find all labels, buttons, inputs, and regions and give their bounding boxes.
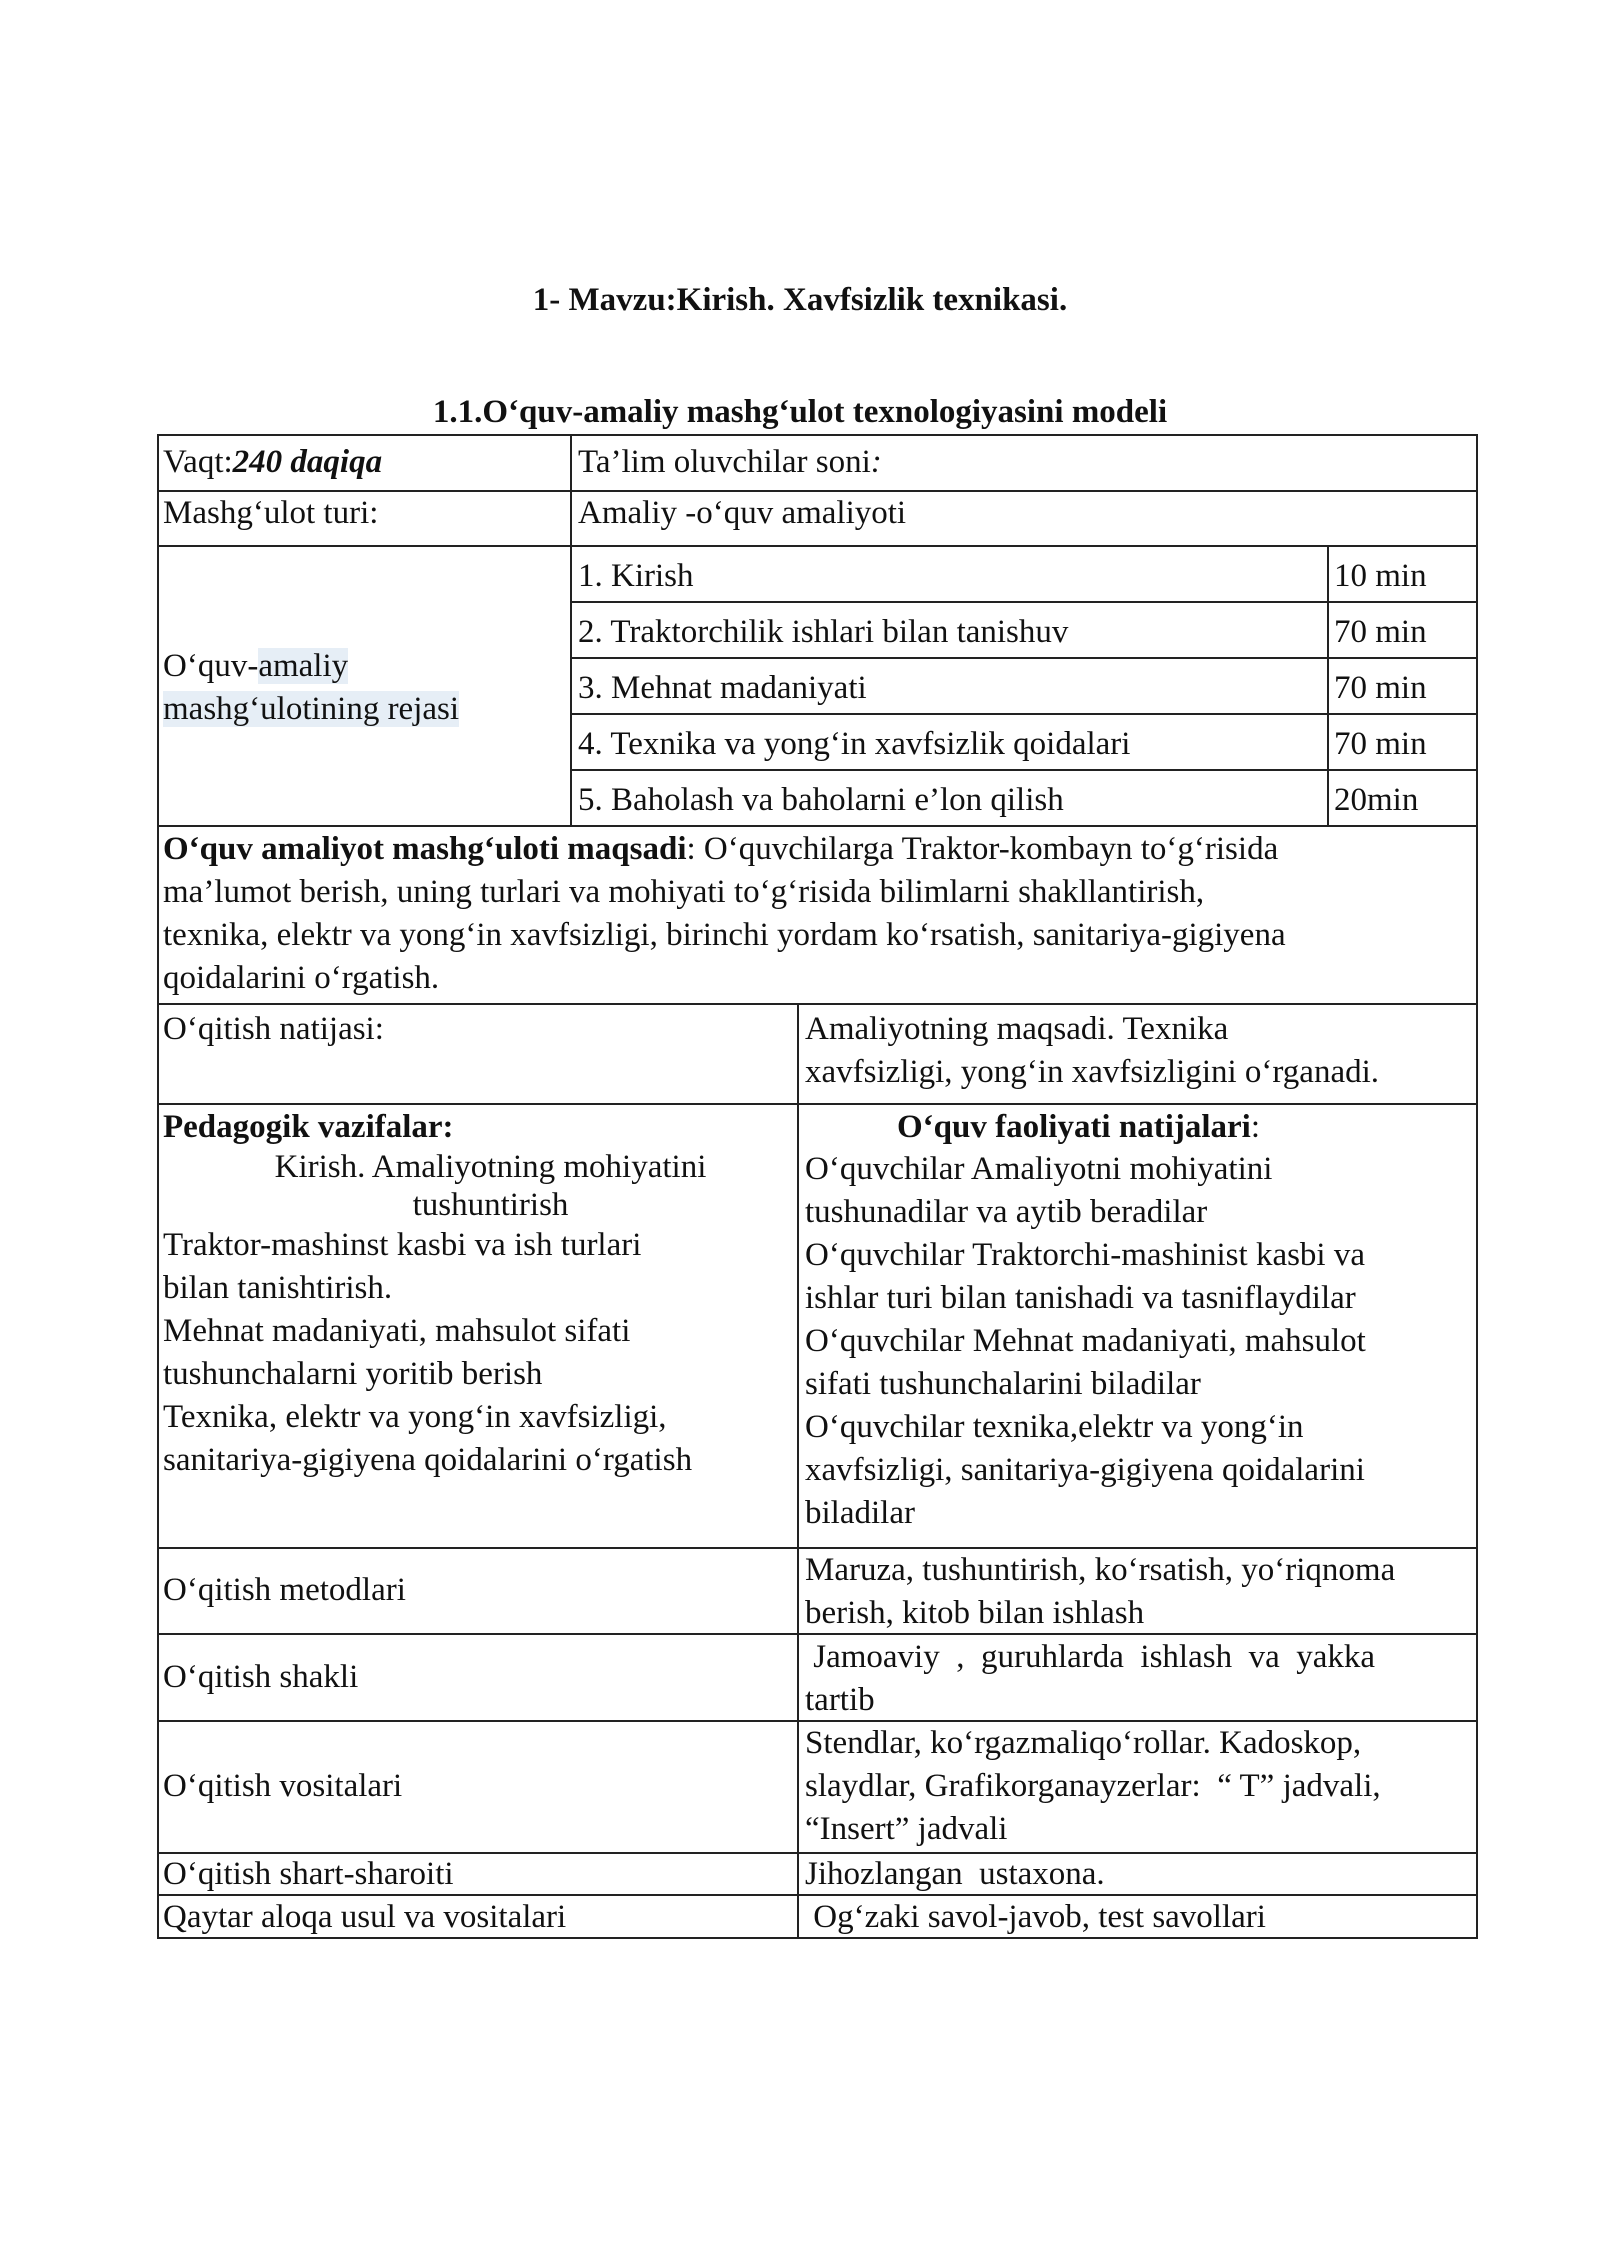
row-divider <box>157 825 1478 827</box>
result-text: Amaliyotning maqsadi. Texnika <box>805 1011 1229 1047</box>
column-divider <box>797 1003 799 1939</box>
students-colon: : <box>870 444 882 480</box>
row-divider <box>570 713 1478 715</box>
page-title: 1- Mavzu:Kirish. Xavfsizlik texnikasi. <box>532 282 1068 318</box>
form-label: O‘qitish shakli <box>163 1659 359 1695</box>
tools-line: “Insert” jadvali <box>805 1811 1008 1847</box>
plan-item-time: 10 min <box>1334 558 1427 594</box>
activity-line: O‘quvchilar Mehnat madaniyati, mahsulot <box>805 1323 1366 1359</box>
tasks-intro: Kirish. Amaliyotning mohiyatini <box>274 1149 707 1185</box>
feedback-label: Qaytar aloqa usul va vositalari <box>163 1899 567 1935</box>
conditions-label: O‘qitish shart-sharoiti <box>163 1856 454 1892</box>
goal-text: qoidalarini o‘rgatish. <box>163 960 440 996</box>
column-divider <box>570 434 572 825</box>
tasks-label: Pedagogik vazifalar: <box>163 1109 454 1145</box>
methods-line: Maruza, tushuntirish, ko‘rsatish, yo‘riqnoma <box>805 1552 1396 1588</box>
form-value <box>805 1636 1475 1722</box>
tools-label: O‘qitish vositalari <box>163 1768 403 1804</box>
activity-line: biladilar <box>805 1495 915 1531</box>
activity-colon: : <box>1250 1109 1261 1145</box>
tasks-line: Texnika, elektr va yong‘in xavfsizligi, <box>163 1399 667 1435</box>
tools-value <box>805 1722 1475 1851</box>
tasks-line: Mehnat madaniyati, mahsulot sifati <box>163 1313 631 1349</box>
plan-item: 4. Texnika va yong‘in xavfsizlik qoidalari <box>578 726 1131 762</box>
form-line: Jamoaviy , guruhlarda ishlash va yakka <box>805 1639 1376 1675</box>
methods-label: O‘qitish metodlari <box>163 1572 406 1608</box>
activity-heading <box>805 1107 1475 1148</box>
session-type-value: Amaliy -o‘quv amaliyoti <box>578 495 907 531</box>
session-type-label: Mashg‘ulot turi: <box>163 495 379 531</box>
activity-line: ishlar turi bilan tanishadi va tasniflaydilar <box>805 1280 1356 1316</box>
plan-label-highlight: mashg‘ulotining rejasi <box>163 691 460 727</box>
activity-cell <box>805 1107 1475 1535</box>
column-divider <box>1327 545 1329 825</box>
plan-item: 1. Kirish <box>578 558 694 594</box>
activity-line: O‘quvchilar texnika,elektr va yong‘in <box>805 1409 1304 1445</box>
table-title: 1.1.O‘quv-amaliy mashg‘ulot texnologiyasini modeli <box>432 394 1168 430</box>
plan-label-part: O‘quv- <box>163 648 259 684</box>
tasks-line: tushunchalarni yoritib berish <box>163 1356 543 1392</box>
row-divider <box>570 657 1478 659</box>
tasks-line: sanitariya-gigiyena qoidalarini o‘rgatish <box>163 1442 693 1478</box>
activity-line: tushunadilar va aytib beradilar <box>805 1194 1208 1230</box>
plan-label-highlight: amaliy <box>258 648 349 684</box>
students-label: Ta’lim oluvchilar soni <box>578 444 871 480</box>
activity-line: O‘quvchilar Amaliyotni mohiyatini <box>805 1151 1273 1187</box>
time-cell <box>163 441 563 484</box>
result-text: xavfsizligi, yong‘in xavfsizligini o‘rganadi. <box>805 1054 1380 1090</box>
goal-cell <box>163 828 1473 1000</box>
row-divider <box>157 545 1478 547</box>
tasks-line: bilan tanishtirish. <box>163 1270 393 1306</box>
form-line: tartib <box>805 1682 875 1718</box>
plan-item-time: 70 min <box>1334 726 1427 762</box>
tools-line: Stendlar, ko‘rgazmaliqo‘rollar. Kadoskop, <box>805 1725 1362 1761</box>
activity-line: O‘quvchilar Traktorchi-mashinist kasbi va <box>805 1237 1366 1273</box>
tasks-cell <box>163 1107 788 1482</box>
plan-item-time: 70 min <box>1334 670 1427 706</box>
plan-label <box>163 645 563 731</box>
goal-text: : O‘quvchilarga Traktor-kombayn to‘g‘risida <box>686 831 1279 867</box>
result-label: O‘qitish natijasi: <box>163 1011 384 1047</box>
row-divider <box>157 1103 1478 1105</box>
methods-value <box>805 1549 1475 1635</box>
goal-text: texnika, elektr va yong‘in xavfsizligi, birinchi yordam ko‘rsatish, sanitariya-gigiyena <box>163 917 1286 953</box>
activity-label: O‘quv faoliyati natijalari <box>897 1109 1251 1145</box>
goal-text: ma’lumot berish, uning turlari va mohiyati to‘g‘risida bilimlarni shakllantirish, <box>163 874 1205 910</box>
methods-line: berish, kitob bilan ishlash <box>805 1595 1145 1631</box>
time-value: 240 daqiqa <box>232 444 383 480</box>
activity-line: xavfsizligi, sanitariya-gigiyena qoidalarini <box>805 1452 1365 1488</box>
plan-item-time: 20min <box>1334 782 1419 818</box>
students-cell <box>578 441 1468 484</box>
conditions-value: Jihozlangan ustaxona. <box>805 1856 1105 1892</box>
plan-item: 2. Traktorchilik ishlari bilan tanishuv <box>578 614 1069 650</box>
tasks-intro: tushuntirish <box>412 1187 569 1223</box>
goal-label: O‘quv amaliyot mashg‘uloti maqsadi <box>163 831 687 867</box>
feedback-value: Og‘zaki savol-javob, test savollari <box>805 1899 1266 1935</box>
row-divider <box>570 769 1478 771</box>
result-value <box>805 1008 1475 1094</box>
time-label: Vaqt: <box>163 444 233 480</box>
tasks-line: Traktor-mashinst kasbi va ish turlari <box>163 1227 642 1263</box>
tools-line: slaydlar, Grafikorganayzerlar: “ T” jadvali, <box>805 1768 1381 1804</box>
plan-item: 5. Baholash va baholarni e’lon qilish <box>578 782 1064 818</box>
plan-item: 3. Mehnat madaniyati <box>578 670 867 706</box>
activity-line: sifati tushunchalarini biladilar <box>805 1366 1201 1402</box>
row-divider <box>570 601 1478 603</box>
plan-item-time: 70 min <box>1334 614 1427 650</box>
row-divider <box>157 1003 1478 1005</box>
